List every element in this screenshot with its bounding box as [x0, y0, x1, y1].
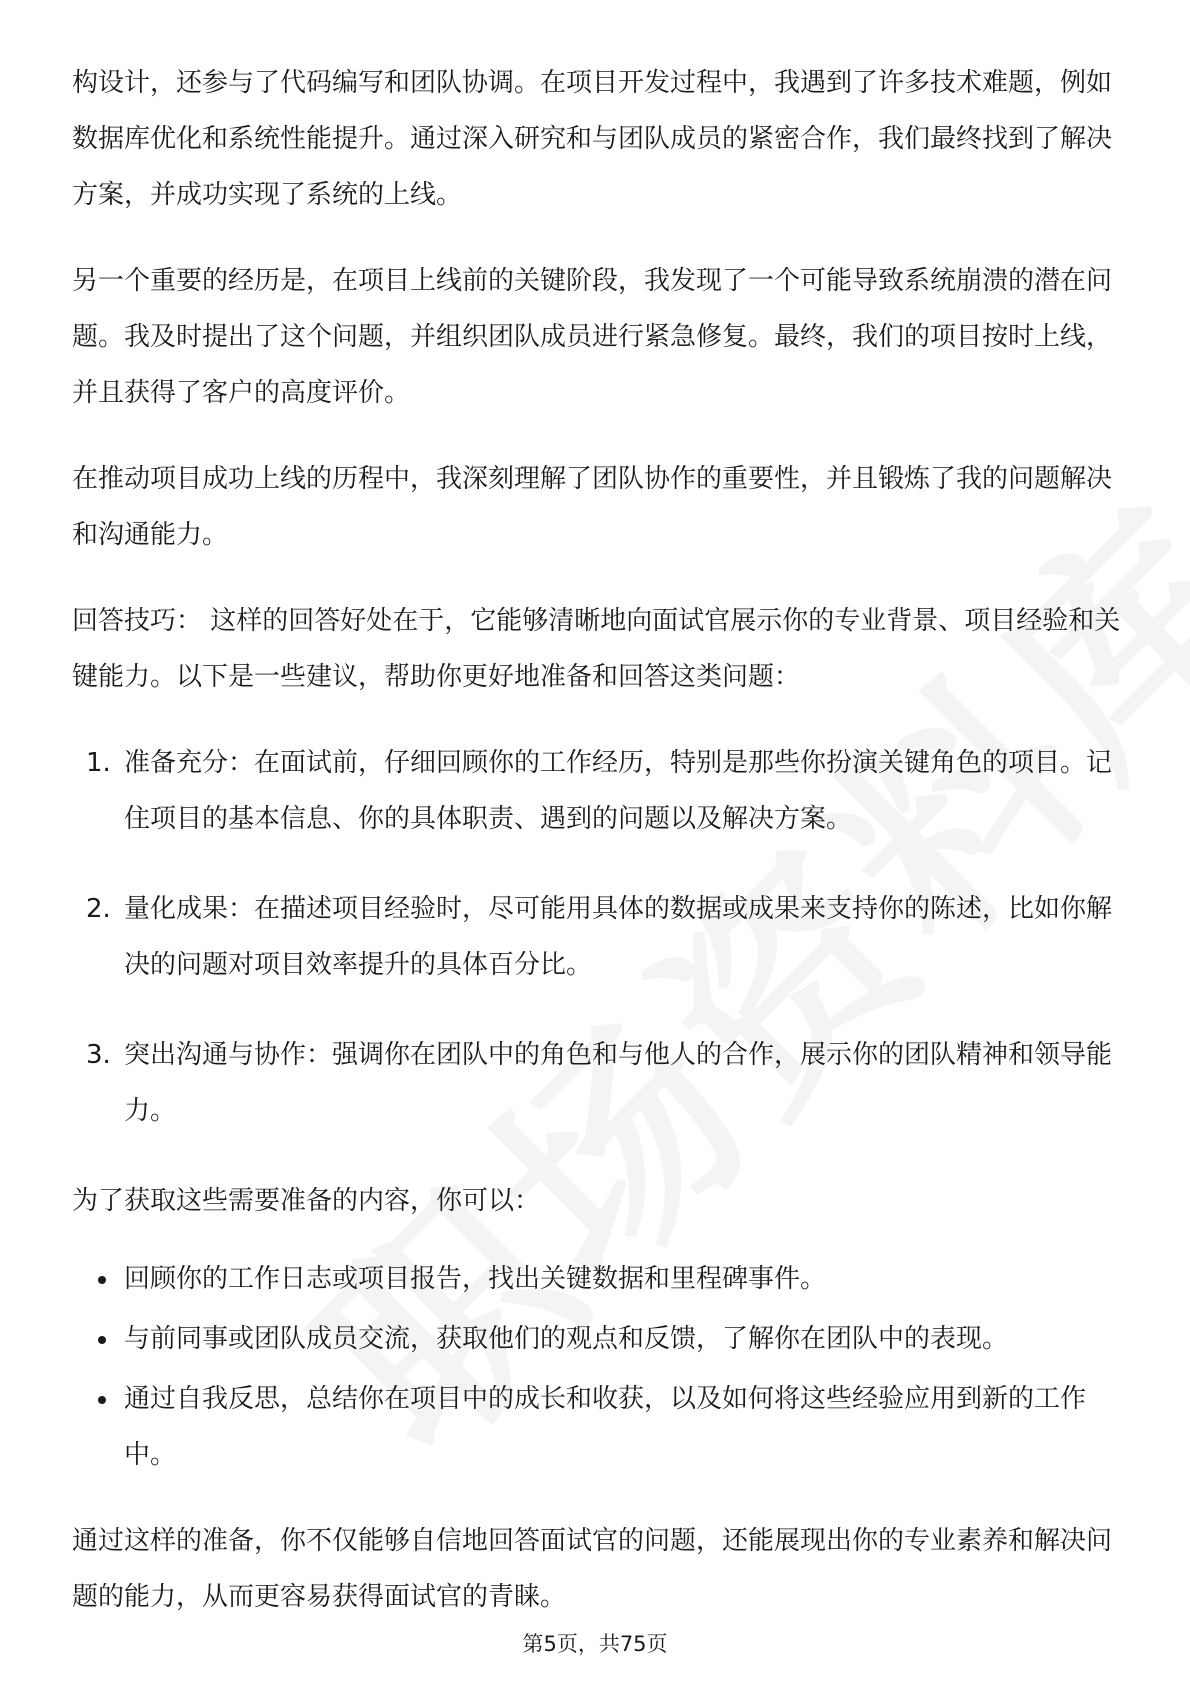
paragraph-prep-intro: 为了获取这些需要准备的内容，你可以：	[72, 1186, 541, 1216]
paragraph-project-experience: 构设计，还参与了代码编写和团队协调。在项目开发过程中，我遇到了许多技术难题，例如数据库优化和系统性能提升。通过深入研究和与团队成员的紧密合作，我们最终找到了解决方案，并成功实现了系统的上线。	[72, 68, 1113, 210]
list-number: 1.	[86, 748, 111, 778]
tips-list-item	[72, 881, 1122, 993]
tips-list-item	[72, 1027, 1122, 1139]
bullet-list-item	[72, 1311, 1122, 1367]
list-item-text: 突出沟通与协作：强调你在团队中的角色和与他人的合作，展示你的团队精神和领导能力。	[124, 1040, 1113, 1126]
tips-list	[72, 735, 1122, 1139]
bullet-dot-icon	[98, 1396, 106, 1404]
page-number-footer: 第5页，共75页	[522, 1632, 668, 1656]
list-item-text: 准备充分：在面试前，仔细回顾你的工作经历，特别是那些你扮演关键角色的项目。记住项目的基本信息、你的具体职责、遇到的问题以及解决方案。	[124, 748, 1113, 834]
bullet-dot-icon	[98, 1276, 106, 1284]
bullet-item-text: 回顾你的工作日志或项目报告，找出关键数据和里程碑事件。	[124, 1264, 827, 1294]
paragraph-conclusion: 通过这样的准备，你不仅能够自信地回答面试官的问题，还能展现出你的专业素养和解决问题的能力，从而更容易获得面试官的青睐。	[72, 1526, 1113, 1612]
prep-bullet-list	[72, 1251, 1122, 1483]
paragraph-answer-tips: 回答技巧： 这样的回答好处在于，它能够清晰地向面试官展示你的专业背景、项目经验和关键能力。以下是一些建议，帮助你更好地准备和回答这类问题：	[72, 606, 1121, 692]
list-number: 3.	[86, 1040, 111, 1070]
paragraph-key-experience: 另一个重要的经历是，在项目上线前的关键阶段，我发现了一个可能导致系统崩溃的潜在问题。我及时提出了这个问题，并组织团队成员进行紧急修复。最终，我们的项目按时上线，并且获得了客户的高度评价。	[72, 266, 1113, 408]
bullet-item-text: 与前同事或团队成员交流，获取他们的观点和反馈，了解你在团队中的表现。	[124, 1324, 1009, 1354]
paragraph-reflection: 在推动项目成功上线的历程中，我深刻理解了团队协作的重要性，并且锻炼了我的问题解决和沟通能力。	[72, 464, 1113, 550]
bullet-list-item	[72, 1251, 1122, 1307]
document-body	[72, 55, 1122, 1655]
bullet-dot-icon	[98, 1336, 106, 1344]
bullet-list-item	[72, 1371, 1122, 1483]
tips-list-item	[72, 735, 1122, 847]
list-item-text: 量化成果：在描述项目经验时，尽可能用具体的数据或成果来支持你的陈述，比如你解决的问题对项目效率提升的具体百分比。	[124, 894, 1113, 980]
bullet-item-text: 通过自我反思，总结你在项目中的成长和收获，以及如何将这些经验应用到新的工作中。	[124, 1384, 1087, 1470]
list-number: 2.	[86, 894, 111, 924]
